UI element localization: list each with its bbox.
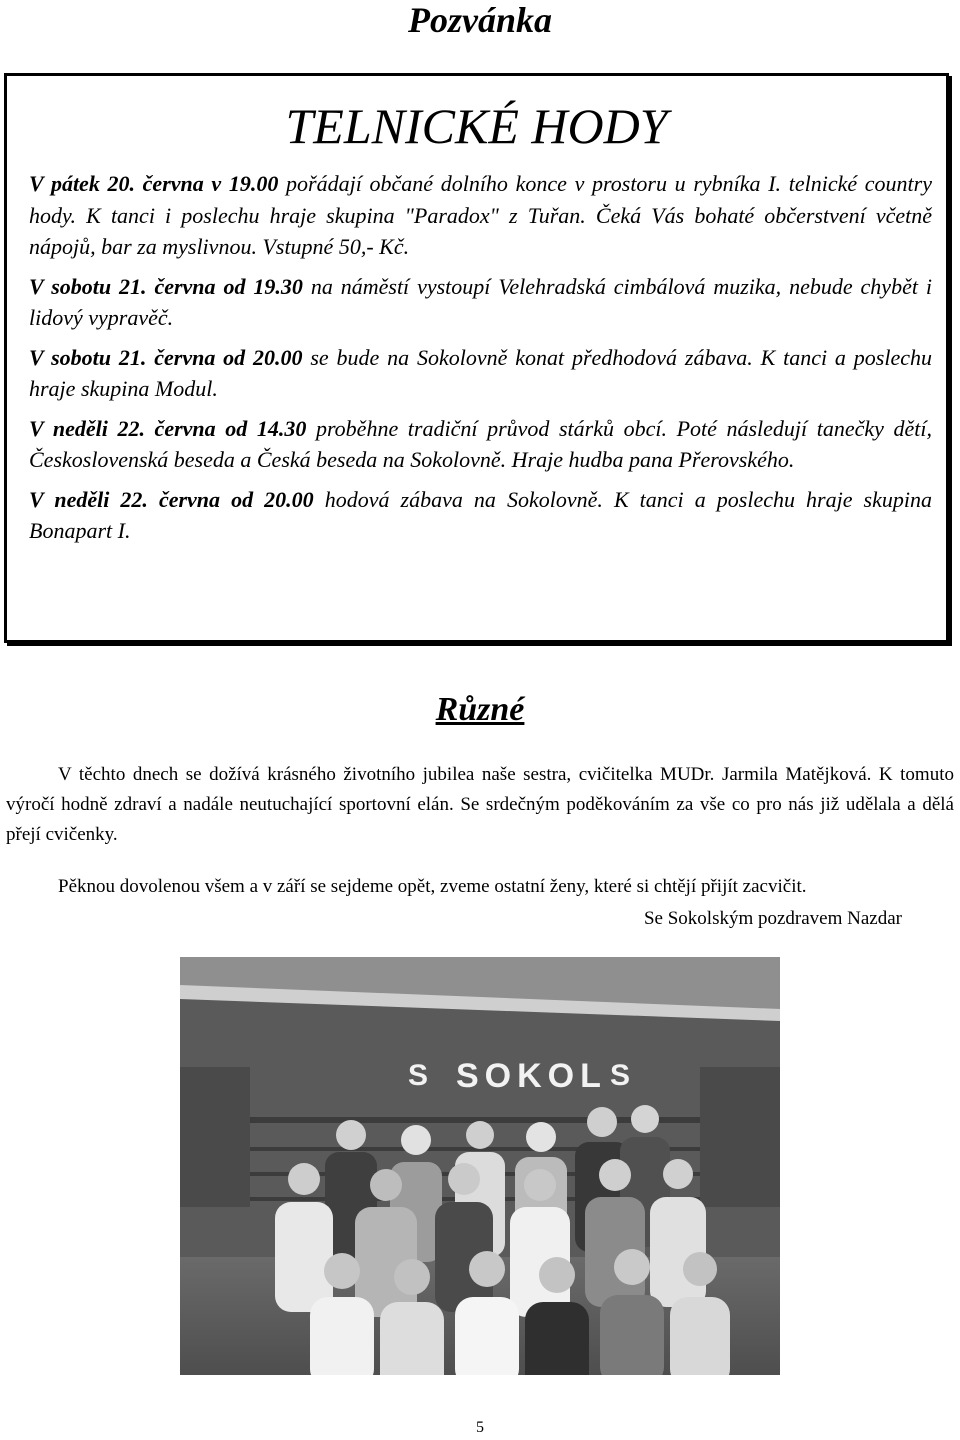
event-time: V sobotu 21. června od 20.00 [29,344,303,370]
event-item [29,413,932,476]
event-time: V neděli 22. června od 14.30 [29,415,307,441]
section-title-misc: Různé [435,691,525,728]
sign-emblem-left: S [408,1059,429,1092]
event-time: V pátek 20. června v 19.00 [29,171,279,196]
event-list [29,168,932,555]
event-time: V neděli 22. června od 20.00 [29,486,314,512]
page-number: 5 [476,1419,484,1436]
event-description: pořádají občané dolního konce v prostoru u rybníka I. telnické country hody. K tanci i poslechu hraje skupina "Paradox" z Tuřan. Čeká Vás bohaté občerstvení včetně nápojů, bar za myslivnou. Vstupné 50,- Kč. [29,171,932,259]
event-item [29,484,932,547]
event-item [29,168,932,263]
event-time: V sobotu 21. června od 19.30 [29,273,303,299]
sign-sokol: SOKOL [456,1057,607,1095]
event-item [29,271,932,334]
holiday-paragraph: Pěknou dovolenou všem a v září se sejdeme opět, zveme ostatní ženy, které si chtějí přijít zacvičit. [58,876,807,897]
group-photo [180,957,780,1375]
sign-emblem-right: S [610,1059,631,1092]
event-item [29,342,932,405]
group-photo-illustration [180,957,780,1375]
event-title: TELNICKÉ HODY [285,98,668,154]
event-description: proběhne tradiční průvod stárků obcí. Poté následují tanečky dětí, Československá beseda a Česká beseda na Sokolovně. Hraje hudba pana Přerovského. [29,415,932,472]
event-description: na náměstí vystoupí Velehradská cimbálová muzika, nebude chybět i lidový vypravěč. [29,273,932,330]
event-description: hodová zábava na Sokolovně. K tanci a poslechu hraje skupina Bonapart I. [29,486,932,543]
jubilee-paragraph: V těchto dnech se dožívá krásného životního jubilea naše sestra, cvičitelka MUDr. Jarmila Matějková. K tomuto výročí hodně zdraví a nadále neutuchající sportovní elán. Se srdečným poděkováním za vše co pro nás již udělala a dělá přejí cvičenky. [6,764,954,845]
event-description: se bude na Sokolovně konat předhodová zábava. K tanci a poslechu hraje skupina Modul. [29,344,932,401]
page-title: Pozvánka [408,0,552,40]
misc-section [6,760,954,902]
invitation-box [4,73,949,643]
signature: Se Sokolským pozdravem Nazdar [643,908,902,929]
